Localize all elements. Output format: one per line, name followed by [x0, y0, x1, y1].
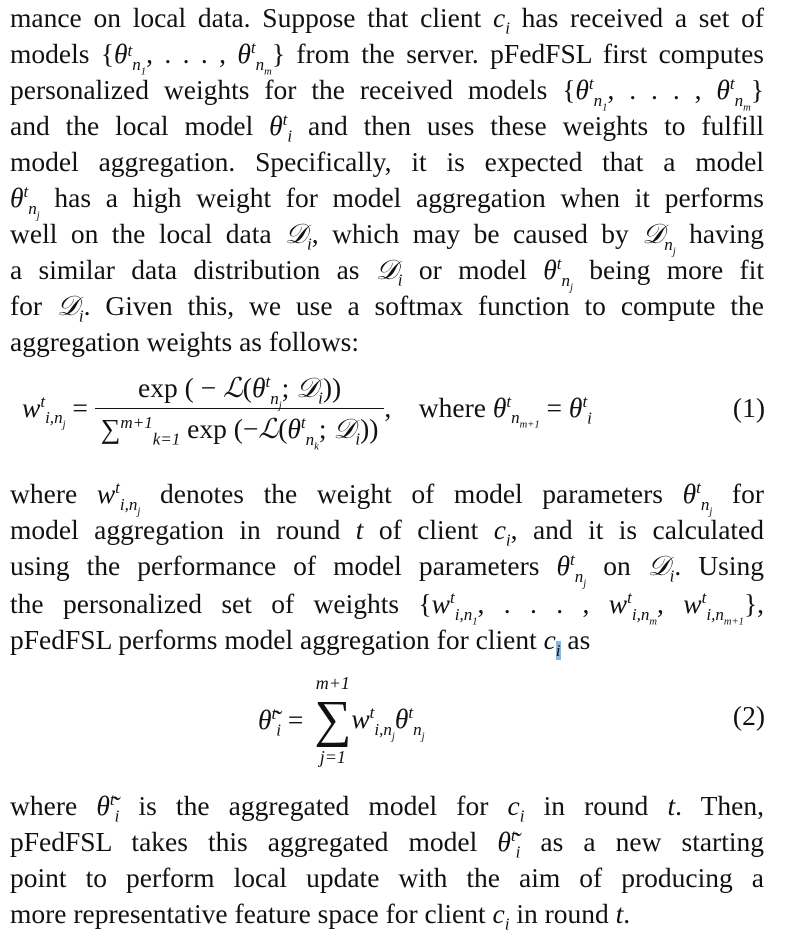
text-line: more representative feature space for client $c_i$ in round t. [10, 898, 631, 934]
text-line: and the local model $\theta^t_i$ and then uses these weights to fulfill [10, 109, 764, 146]
text-line: pFedFSL performs model aggregation for client $c_i$ as [10, 624, 591, 660]
text-line: where θ̃$^t_i$ is the aggregated model for $c_i$ in round t. Then, [10, 789, 764, 826]
equation-1-body: $w^t_{i,n_j}$ = $\frac{\exp ( - ℒ(\theta^t_{n_j}; 𝒟_i))}{\sum^{m+1}_{k=1} \exp (-ℒ(\theta^t_{n_k}; 𝒟_i))}$ , where $\theta^t_{n_{m+1}} = \theta^t_i$ [22, 368, 592, 449]
text-line: where $w^t_{i,n_j}$ denotes the weight of model parameters $\theta^t_{n_j}$ for [10, 477, 764, 517]
text-line: a similar data distribution as 𝒟$_i$ or model $\theta^t_{n_j}$ being more fit [10, 253, 764, 293]
summation: m+1 ∑ j=1 [314, 673, 352, 767]
text-line: using the performance of model parameters $\theta^t_{n_j}$ on 𝒟$_i$. Using [10, 549, 764, 589]
text-line: aggregation weights as follows: [10, 326, 360, 357]
text-line: pFedFSL takes this aggregated model θ̃$^t_i$ as a new starting [10, 825, 764, 862]
equation-1-number: (1) [732, 392, 765, 423]
text-line: model aggregation. Specifically, it is expected that a model [10, 146, 764, 177]
text-line: for 𝒟$_i$. Given this, we use a softmax function to compute the [10, 290, 764, 326]
text-line: the personalized set of weights {$w^t_{i,n_1}$, . . . , $w^t_{i,n_m}$, $w^t_{i,n_{m+1}}$}, [10, 587, 765, 627]
text-line: point to perform local update with the aim of producing a [10, 862, 764, 893]
fraction-denominator: ∑$^{m+1}_{k=1}$ $\exp (-ℒ(\theta^t_{n_k}$; 𝒟$_i$)) [100, 412, 379, 452]
fraction-numerator: exp ( − $ℒ(\theta^t_{n_j}$; 𝒟$_i$)) [95, 368, 385, 409]
text-line: mance on local data. Suppose that client $c_i$ has received a set of [10, 2, 764, 38]
equation-2-body: θ̃$^t_i$ = m+1 ∑ j=1 $w^t_{i,n_j}\theta^t_{n_j}$ [258, 673, 425, 767]
equation-2-number: (2) [732, 700, 765, 731]
text-line: model aggregation in round t of client $c_i$, and it is calculated [10, 514, 765, 550]
text-selection-highlight[interactable]: i [555, 640, 561, 660]
text-line: models {$\theta^t_{n_1}$, . . . , $\theta^t_{n_m}$} from the server. pFedFSL first computes [10, 37, 764, 77]
text-line: $\theta^t_{n_j}$ has a high weight for model aggregation when it performs [10, 181, 764, 221]
text-line: personalized weights for the received models {$\theta^t_{n_1}$, . . . , $\theta^t_{n_m}$} [10, 73, 764, 113]
text-line: well on the local data 𝒟$_i$, which may be caused by 𝒟$_{n_j}$ having [10, 218, 764, 257]
